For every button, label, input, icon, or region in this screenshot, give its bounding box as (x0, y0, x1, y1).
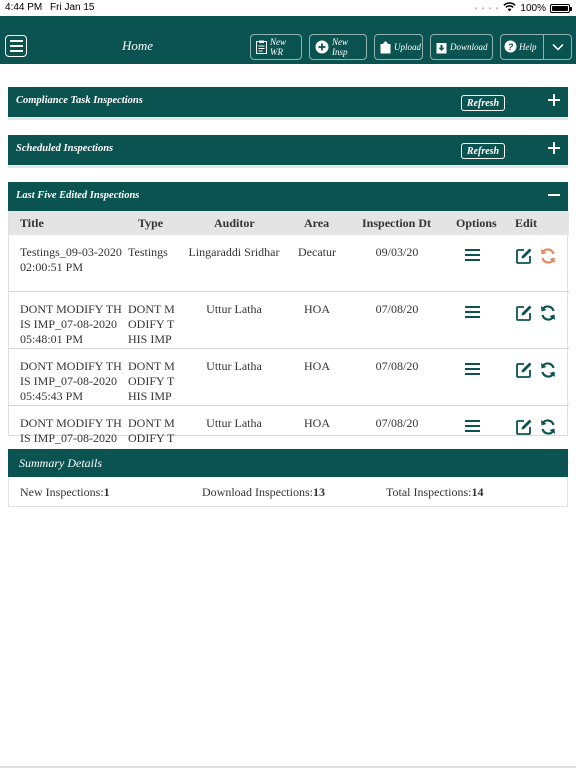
status-time: 4:44 PM (5, 2, 43, 13)
compliance-task-title: Compliance Task Inspections (16, 95, 143, 106)
row-type: Testings (128, 245, 168, 259)
edit-icon[interactable] (515, 418, 533, 440)
signal-dots-icon: • • • • (474, 4, 500, 13)
download-label: Download (450, 42, 488, 52)
row-title: DONT MODIFY TH IS IMP_07-08-2020 05:45:43 PM (20, 359, 122, 403)
row-area: HOA (304, 416, 330, 430)
menu-button[interactable] (5, 35, 27, 57)
battery-icon (550, 4, 570, 13)
edit-icon[interactable] (515, 304, 533, 326)
edit-actions (515, 418, 555, 440)
new-insp-button[interactable] (309, 34, 367, 60)
row-auditor: Uttur Latha (206, 359, 262, 373)
row-inspection-dt: 07/08/20 (375, 416, 419, 430)
help-label: Help (519, 42, 537, 52)
row-title: DONT MODIFY TH IS IMP_07-08-2020 05:48:01 PM (20, 302, 122, 346)
sync-icon[interactable] (539, 361, 557, 383)
expand-plus-icon[interactable] (546, 92, 562, 108)
row-inspection-dt: 07/08/20 (375, 359, 419, 373)
total-inspections-value: 14 (471, 485, 484, 499)
col-auditor: Auditor (214, 216, 255, 230)
row-type: DONT M ODIFY T HIS IMP (128, 302, 175, 346)
status-date: Fri Jan 15 (50, 2, 95, 13)
row-title: Testings_09-03-2020 02:00:51 PM (20, 245, 122, 274)
last-five-title: Last Five Edited Inspections (16, 190, 140, 201)
options-menu-icon[interactable] (465, 363, 485, 378)
edit-actions (515, 247, 555, 269)
scheduled-refresh-button[interactable]: Refresh (461, 143, 505, 159)
scheduled-title: Scheduled Inspections (16, 143, 114, 154)
row-area: HOA (304, 302, 330, 316)
new-inspections-stat (20, 485, 110, 500)
row-auditor: Uttur Latha (206, 416, 262, 430)
help-button-group (500, 34, 572, 60)
panel-shadow (8, 165, 568, 168)
col-options: Options (456, 216, 497, 230)
table-row[interactable] (9, 292, 569, 349)
clipboard-icon (256, 40, 267, 54)
edit-icon[interactable] (515, 361, 533, 383)
row-inspection-dt: 09/03/20 (375, 245, 419, 259)
upload-label: Upload (394, 42, 421, 52)
compliance-task-panel-header[interactable] (8, 87, 568, 117)
compliance-refresh-button[interactable]: Refresh (461, 95, 505, 111)
sync-icon[interactable] (539, 418, 557, 440)
sync-icon[interactable] (539, 304, 557, 326)
row-area: HOA (304, 359, 330, 373)
col-area: Area (304, 216, 330, 230)
table-row[interactable] (9, 235, 569, 292)
help-dropdown-toggle[interactable] (544, 35, 571, 59)
new-inspections-label: New Inspections: (20, 485, 104, 499)
total-inspections-stat (386, 485, 483, 500)
plus-circle-icon (315, 40, 329, 54)
last-five-panel-header[interactable] (8, 182, 568, 212)
scheduled-panel-header[interactable] (8, 135, 568, 165)
summary-header (8, 449, 568, 477)
download-inspections-value: 13 (312, 485, 325, 499)
download-icon (436, 41, 447, 54)
status-bar (0, 0, 576, 16)
new-inspections-value: 1 (103, 485, 110, 499)
sync-icon[interactable] (539, 247, 557, 269)
hamburger-line (10, 40, 23, 42)
options-menu-icon[interactable] (465, 420, 485, 435)
help-button[interactable] (501, 35, 544, 59)
options-menu-icon[interactable] (465, 249, 485, 264)
new-insp-label: New Insp (332, 37, 349, 57)
chevron-down-icon (552, 38, 564, 56)
col-inspection-dt: Inspection Dt (362, 216, 432, 230)
question-circle-icon (504, 40, 517, 55)
hamburger-line (10, 45, 23, 47)
row-area: Decatur (298, 245, 336, 259)
edit-icon[interactable] (515, 247, 533, 269)
svg-text:?: ? (507, 41, 514, 52)
col-edit: Edit (515, 216, 538, 230)
battery-fill (552, 6, 568, 11)
panel-shadow (8, 117, 568, 120)
page-title: Home (122, 38, 154, 53)
edit-actions (515, 304, 555, 326)
table-header-row (9, 211, 569, 235)
upload-button[interactable] (374, 34, 423, 60)
download-button[interactable] (430, 34, 493, 60)
download-inspections-label: Download Inspections: (202, 485, 313, 499)
row-auditor: Lingaraddi Sridhar (188, 245, 280, 259)
top-nav-bar (0, 16, 576, 64)
summary-body (8, 477, 568, 507)
summary-title: Summary Details (19, 456, 102, 470)
new-wr-label: New WR (270, 37, 287, 57)
new-wr-button[interactable] (250, 34, 302, 60)
row-inspection-dt: 07/08/20 (375, 302, 419, 316)
col-title: Title (20, 216, 44, 230)
row-auditor: Uttur Latha (206, 302, 262, 316)
upload-icon (380, 41, 391, 54)
row-type: DONT M ODIFY T HIS IMP (128, 359, 175, 403)
wifi-icon (503, 2, 516, 15)
row-title: DONT MODIFY TH IS IMP_07-08-2020 (20, 416, 122, 445)
col-type: Type (138, 216, 164, 230)
download-inspections-stat (202, 485, 325, 500)
row-type: DONT M ODIFY T (128, 416, 175, 445)
collapse-minus-icon[interactable] (546, 187, 562, 203)
battery-percent: 100% (520, 3, 546, 14)
expand-plus-icon[interactable] (546, 140, 562, 156)
edit-actions (515, 361, 555, 383)
options-menu-icon[interactable] (465, 306, 485, 321)
inspections-table (8, 211, 568, 445)
total-inspections-label: Total Inspections: (386, 485, 472, 499)
hamburger-line (10, 50, 23, 52)
status-right (475, 2, 570, 15)
table-row[interactable] (9, 349, 569, 406)
